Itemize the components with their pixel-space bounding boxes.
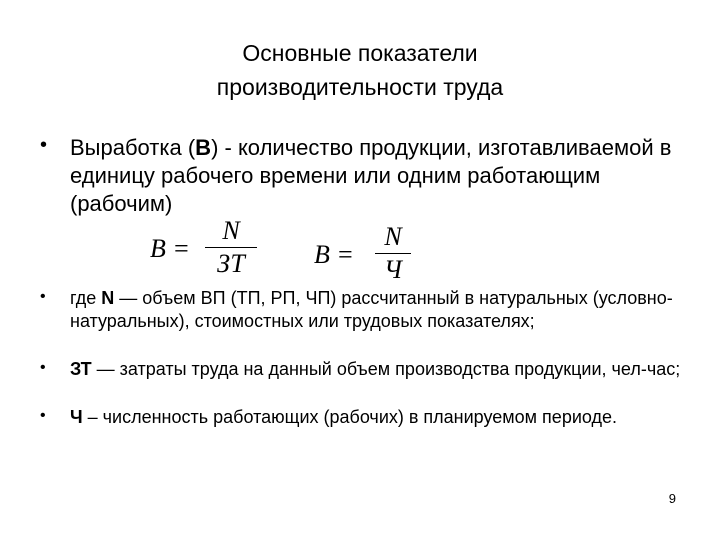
formula-2-denominator: Ч xyxy=(384,255,402,284)
title-line-2: производительности труда xyxy=(216,74,504,100)
formula-1-fraction xyxy=(205,216,257,279)
slide-title xyxy=(0,36,720,104)
bullet-description: — объем ВП (ТП, РП, ЧП) рассчитанный в натуральных (условно-натуральных), стоимостных или трудовых показателях; xyxy=(70,288,673,331)
fraction-bar xyxy=(375,253,411,254)
bullet-output-definition xyxy=(70,134,690,218)
bullet-marker: • xyxy=(40,134,48,156)
formula-2-numerator: N xyxy=(384,222,402,251)
bullet-marker: • xyxy=(40,359,46,376)
bullet-term: ЗТ xyxy=(70,359,92,379)
formula-1-denominator: ЗТ xyxy=(217,249,245,278)
title-line-1: Основные показатели xyxy=(242,40,478,66)
bullet-description: ) - количество продукции, изготавливаемой в единицу рабочего времени или одним работающим (рабочим) xyxy=(70,135,672,216)
formula-1-lhs: B = xyxy=(150,234,190,263)
bullet-marker: • xyxy=(40,288,46,305)
bullet-term: Ч xyxy=(70,407,83,427)
bullet-description: – численность работающих (рабочих) в планируемом периоде. xyxy=(82,407,618,427)
fraction-bar xyxy=(205,247,257,248)
bullet-n-definition xyxy=(70,287,690,333)
bullet-description: — затраты труда на данный объем производства продукции, чел-час; xyxy=(91,359,681,379)
bullet-prefix: Выработка ( xyxy=(70,135,196,160)
formula-1-numerator: N xyxy=(222,216,240,245)
bullet-term: В xyxy=(195,135,212,160)
page-number: 9 xyxy=(668,491,676,506)
bullet-prefix: где xyxy=(70,288,102,308)
formula-1 xyxy=(150,234,190,264)
bullet-term: N xyxy=(101,288,115,308)
bullet-ch-definition xyxy=(70,406,690,429)
formula-2-fraction xyxy=(375,222,411,285)
bullet-zt-definition xyxy=(70,358,690,381)
formula-2 xyxy=(314,240,354,270)
bullet-marker: • xyxy=(40,407,46,424)
formula-2-lhs: B = xyxy=(314,240,354,269)
